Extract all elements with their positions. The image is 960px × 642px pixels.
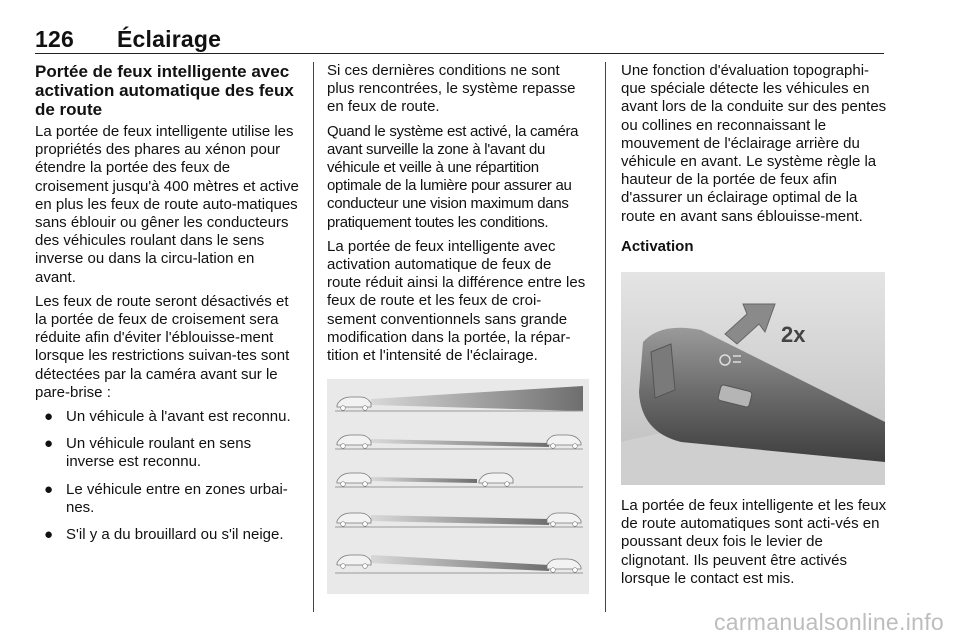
list-item <box>35 408 299 426</box>
page-number: 126 <box>35 26 74 52</box>
list-item-text: Un véhicule roulant en sens inverse est reconnu. <box>66 435 252 471</box>
headlight-beam-illustration <box>327 379 589 594</box>
column-1 <box>35 62 299 553</box>
section-heading: Portée de feux intelligente avec activation automatique des feux de route <box>35 62 294 119</box>
page-header <box>35 26 221 53</box>
bullet-icon: ● <box>44 480 54 498</box>
push-count-label: 2x <box>781 322 806 348</box>
bullet-icon: ● <box>44 526 54 544</box>
paragraph: Les feux de route seront désactivés et la portée de feux de croisement sera réduite afin d'éviter l'éblouisse-ment lorsque les restrictions suivan-tes sont détectées par la caméra avant sur le pare-brise : <box>35 292 290 401</box>
beam-row-hill <box>335 555 583 573</box>
list-item <box>35 526 299 544</box>
conditions-list <box>35 408 299 544</box>
watermark: carmanualsonline.info <box>713 609 944 635</box>
paragraph: La portée de feux intelligente utilise les propriétés des phares au xénon pour étendre la portée des feux de croisement jusqu'à 400 mètres et active en plus les feux de route auto-matiques sans éblouir ou gêner les conducteurs des véhicules roulant dans le sens inverse ou dans la circu-lation en avant. <box>35 123 299 286</box>
column-divider <box>605 62 606 612</box>
lever-illustration-svg <box>621 272 885 485</box>
list-item <box>35 435 299 471</box>
beam-row-vehicle-ahead <box>335 473 583 487</box>
paragraph: Quand le système est activé, la caméra avant surveille la zone à l'avant du véhicule et veille à une répartition optimale de la lumière pour assurer au conducteur une vision maximum dans pratiquement toutes les conditions. <box>327 122 579 231</box>
list-item-text: S'il y a du brouillard ou s'il neige. <box>66 526 284 544</box>
column-3 <box>621 62 887 594</box>
column-2 <box>327 62 589 594</box>
subsection-heading: Activation <box>621 237 694 255</box>
beam-patterns-svg <box>327 379 589 594</box>
list-item-text: Un véhicule à l'avant est reconnu. <box>66 408 291 426</box>
column-divider <box>313 62 314 612</box>
paragraph: Si ces dernières conditions ne sont plus rencontrées, le système repasse en feux de route. <box>327 62 576 116</box>
bullet-icon: ● <box>44 408 54 426</box>
paragraph: La portée de feux intelligente avec activation automatique de feux de route réduit ainsi la différence entre les feux de route et les feux de croi-sement conventionnels sans grande modification dans la portée, la répar-tition et l'intensité de l'éclairage. <box>327 237 586 365</box>
header-rule <box>35 53 884 54</box>
bullet-icon: ● <box>44 435 54 453</box>
list-item-text: Le véhicule entre en zones urbai-nes. <box>66 480 288 516</box>
beam-row-high-beam <box>335 386 583 411</box>
beam-row-urban <box>335 513 583 527</box>
turn-signal-lever-photo <box>621 272 885 485</box>
list-item <box>35 481 299 517</box>
chapter-title: Éclairage <box>117 26 222 52</box>
paragraph: Une fonction d'évaluation topographi-que spéciale détecte les véhicules en avant lors de la conduite sur des pentes ou collines en reconnaissant le mouvement de l'éclairage arrière du véhicule en avant. Le système règle la hauteur de la portée de feux afin d'assurer un éclairage optimal de la route en avant sans éblouisse-ment. <box>621 62 887 225</box>
paragraph: La portée de feux intelligente et les feux de route automatiques sont acti-vés en poussant deux fois le levier de clignotant. Ils peuvent être activés lorsque le contact est mis. <box>621 497 887 587</box>
beam-row-oncoming <box>335 435 583 449</box>
